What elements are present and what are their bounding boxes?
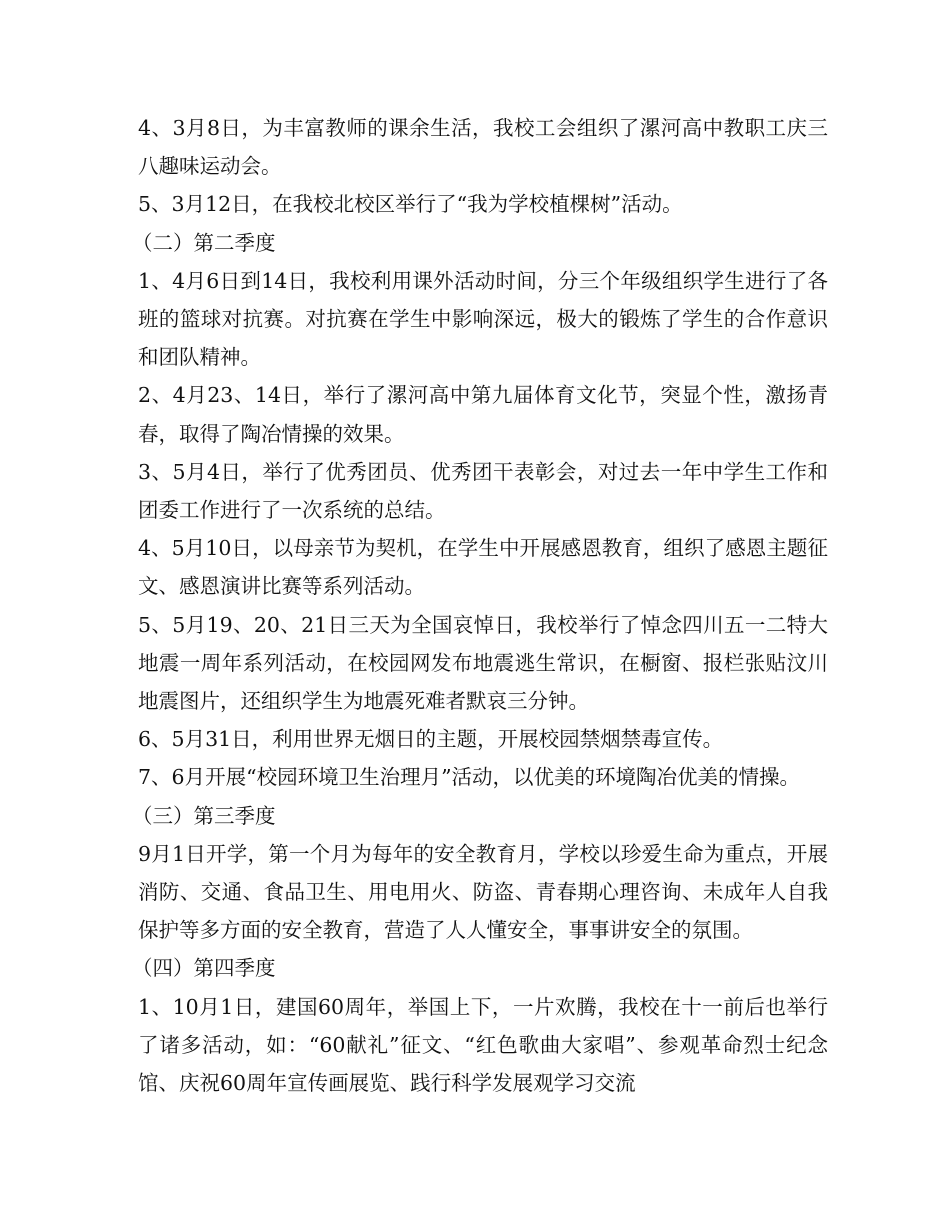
paragraph: 2、4月23、14日，举行了漯河高中第九届体育文化节，突显个性，激扬青春，取得了陶冶情操的效果。	[138, 383, 828, 446]
paragraph: 1、4月6日到14日，我校利用课外活动时间，分三个年级组织学生进行了各班的篮球对抗赛。对抗赛在学生中影响深远，极大的锻炼了学生的合作意识和团队精神。	[138, 268, 828, 370]
paragraph: 5、5月19、20、21日三天为全国哀悼日，我校举行了悼念四川五一二特大地震一周年系列活动，在校园网发布地震逃生常识，在橱窗、报栏张贴汶川地震图片，还组织学生为地震死难者默哀三分钟。	[138, 612, 828, 714]
paragraph: 3、5月4日，举行了优秀团员、优秀团干表彰会，对过去一年中学生工作和团委工作进行了一次系统的总结。	[138, 459, 828, 523]
section-heading: （二）第二季度	[132, 230, 276, 255]
paragraph: 6、5月31日，利用世界无烟日的主题，开展校园禁烟禁毒宣传。	[138, 727, 724, 752]
paragraph: 9月1日开学，第一个月为每年的安全教育月，学校以珍爱生命为重点，开展消防、交通、食品卫生、用电用火、防盗、青春期心理咨询、未成年人自我保护等多方面的安全教育，营造了人人懂安全，事事讲安全的氛围。	[138, 841, 828, 943]
section-heading: （三）第三季度	[132, 803, 276, 828]
paragraph: 1、10月1日，建国60周年，举国上下，一片欢腾，我校在十一前后也举行了诸多活动，如：“60献礼”征文、“红色歌曲大家唱”、参观革命烈士纪念馆、庆祝60周年宣传画展览、践行科学发展观学习交流	[138, 994, 828, 1096]
paragraph: 4、5月10日，以母亲节为契机，在学生中开展感恩教育，组织了感恩主题征文、感恩演讲比赛等系列活动。	[138, 536, 828, 599]
paragraph: 5、3月12日，在我校北校区举行了“我为学校植棵树”活动。	[138, 192, 683, 217]
section-heading: （四）第四季度	[132, 956, 276, 981]
paragraph: 7、6月开展“校园环境卫生治理月”活动，以优美的环境陶冶优美的情操。	[138, 765, 801, 790]
paragraph: 4、3月8日，为丰富教师的课余生活，我校工会组织了漯河高中教职工庆三八趣味运动会。	[138, 116, 828, 179]
document-body	[132, 109, 828, 1102]
